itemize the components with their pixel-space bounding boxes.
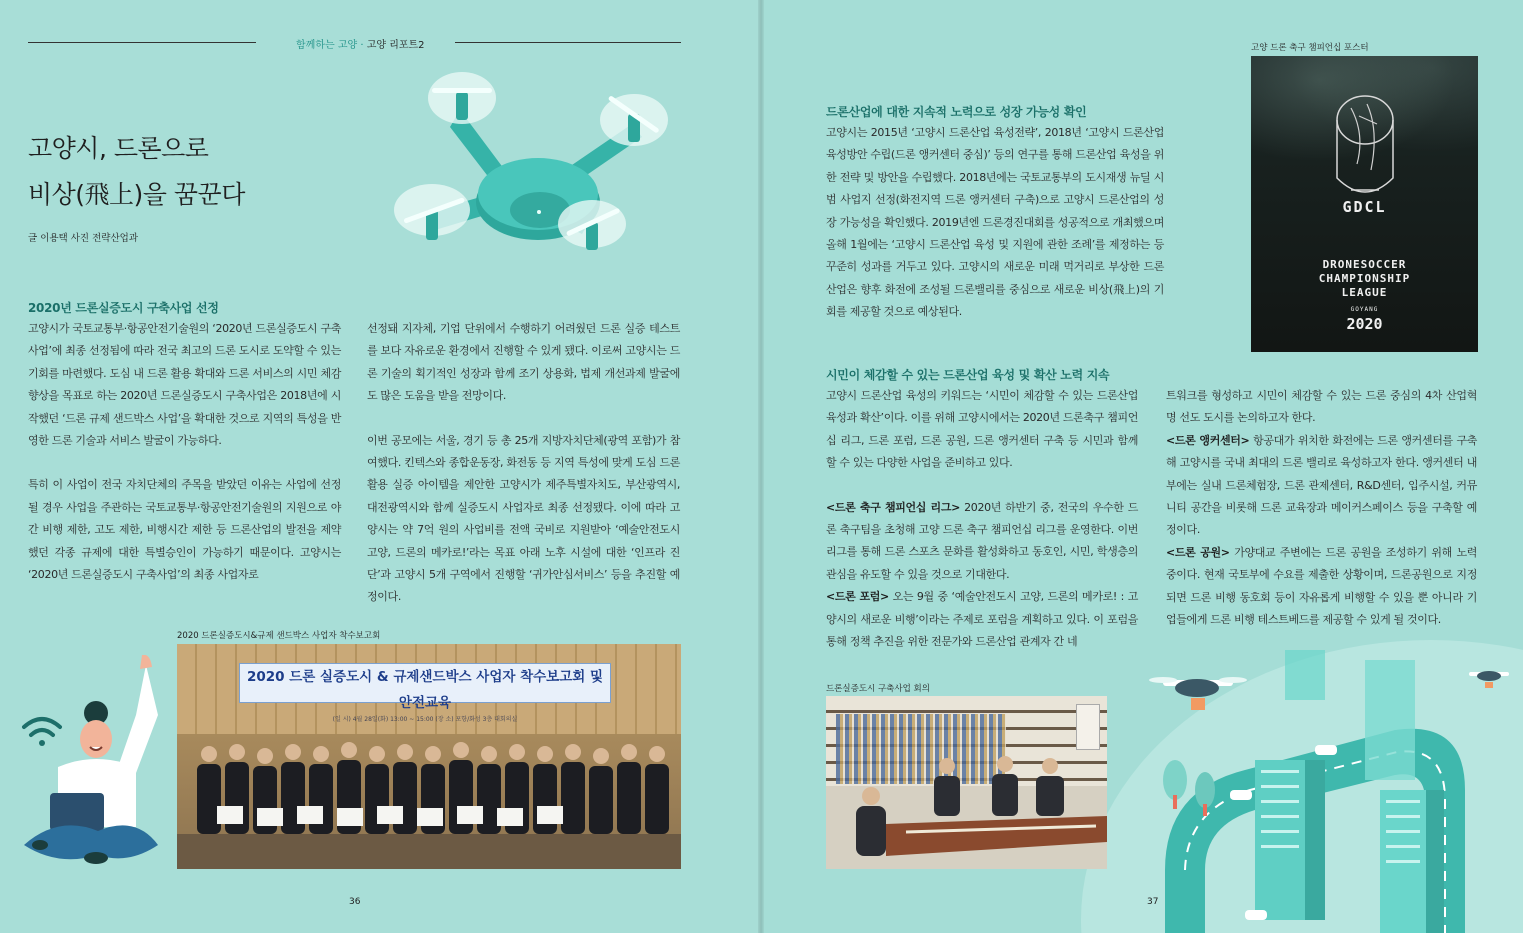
league-label: <드론 축구 챔피언십 리그> bbox=[826, 500, 960, 514]
drone-illustration bbox=[380, 62, 680, 277]
col2-paragraph-1: 선정돼 지자체, 기업 단위에서 수행하기 어려웠던 드론 실증 테스트를 보다 자유로운 환경에서 진행할 수 있게 됐다. 이로써 고양시는 드론 기술의 획기적인 성장과 함께 조기 상용화, 법제 개선과제 발굴에도 많은 도움을 받을 전망이다. bbox=[367, 322, 680, 403]
wall-calendar bbox=[1076, 704, 1100, 750]
meeting-people bbox=[826, 746, 1107, 869]
header-rule-left bbox=[28, 42, 256, 43]
header-separator: · bbox=[360, 40, 364, 51]
anchor-text: 항공대가 위치한 화전에는 드론 앵커센터를 구축해 고양시를 국내 최대의 드론 밸리로 육성하고자 한다. 앵커센터 내부에는 실내 드론체험장, 드론 관제센터, R&D센터, 입주시설, 커뮤니티 공간을 비롯해 드론 교육장과 메이커스페이스 등을 구축할 예정이다. bbox=[1166, 433, 1477, 537]
section3-paragraph-1: 고양시 드론산업 육성의 키워드는 ‘시민이 체감할 수 있는 드론산업 육성과 확산’이다. 이를 위해 고양시에서는 2020년 드론축구 챔피언십 리그, 드론 포럼, 드론 공원, 드론 앵커센터 구축 등 시민과 함께 할 수 있는 다양한 사업을 준비하고 있다. bbox=[826, 389, 1138, 470]
section2-heading: 드론산업에 대한 지속적 노력으로 성장 가능성 확인 bbox=[826, 105, 1087, 119]
wifi-icon bbox=[24, 719, 60, 746]
league-paragraph bbox=[826, 497, 1138, 587]
city-drone-1 bbox=[1149, 677, 1247, 710]
col2-paragraph-2: 이번 공모에는 서울, 경기 등 총 25개 지방자치단체(광역 포함)가 참여했다. 킨텍스와 종합운동장, 화전동 등 지역 특성에 맞게 도심 드론 활용 실증 아이템을 제안한 고양시가 제주특별자치도, 부산광역시, 대전광역시와 함께 실증도시 사업자로 최종 선정됐다. 이에 따라 고양시는 약 7억 원의 사업비를 전액 국비로 지원받아 ‘예술안전도시 고양, 드론의 메카로!’라는 목표 아래 노후 시설에 대한 ‘인프라 진단’과 고양시 5개 구역에서 진행할 ‘귀가안심서비스’ 등을 추진할 예정이다. bbox=[367, 433, 680, 604]
banner-title: 2020 드론 실증도시 & 규제샌드박스 사업자 착수보고회 및 안전교육 bbox=[246, 669, 604, 711]
poster-line-2: CHAMPIONSHIP bbox=[1318, 272, 1411, 285]
park-paragraph bbox=[1166, 542, 1477, 632]
left-column-2 bbox=[367, 318, 680, 609]
park-label: <드론 공원> bbox=[1166, 545, 1230, 559]
poster-year: 2020 bbox=[1346, 315, 1383, 333]
event-banner bbox=[239, 663, 611, 723]
poster-city: GOYANG bbox=[1350, 306, 1379, 313]
section3-heading: 시민이 체감할 수 있는 드론산업 육성 및 확산 노력 지속 bbox=[826, 368, 1110, 382]
forum-label: <드론 포럼> bbox=[826, 590, 889, 604]
drone-rotor-4 bbox=[558, 200, 626, 250]
meeting-photo bbox=[826, 696, 1107, 869]
left-page bbox=[0, 0, 761, 933]
buildings bbox=[1255, 650, 1444, 933]
header-section: 함께하는 고양 bbox=[296, 40, 358, 51]
face bbox=[80, 720, 112, 758]
col4-paragraph-1: 트워크를 형성하고 시민이 체감할 수 있는 드론 중심의 4차 산업혁명 선도 도시를 논의하고자 한다. bbox=[1166, 389, 1477, 425]
group-of-people bbox=[177, 734, 681, 869]
drone-rotor-3 bbox=[394, 184, 470, 240]
page-number-right: 37 bbox=[1147, 897, 1159, 907]
laptop bbox=[50, 793, 104, 831]
shoe-right bbox=[84, 852, 108, 864]
poster-line-3: LEAGUE bbox=[1341, 286, 1388, 299]
championship-poster bbox=[1251, 56, 1478, 352]
drone-camera bbox=[537, 210, 541, 214]
group-photo bbox=[177, 644, 681, 869]
park-text: 가양대교 주변에는 드론 공원을 조성하기 위해 노력 중이다. 현재 국토부에 수요를 제출한 상황이며, 드론공원으로 지정되면 드론 비행 동호회 등이 자유롭게 비행할 수 있을 뿐 아니라 기업들에게 드론 비행 테스트베드를 제공할 수 있게 될 것이다. bbox=[1166, 545, 1477, 627]
header-subsection: 고양 리포트2 bbox=[366, 40, 425, 51]
drone-rotor-2 bbox=[600, 94, 668, 146]
header-rule-right bbox=[455, 42, 681, 43]
section2-body bbox=[826, 122, 1164, 324]
page-number-left: 36 bbox=[349, 897, 361, 907]
league-text: 2020년 하반기 중, 전국의 우수한 드론 축구팀을 초청해 고양 드론 축구 챔피언십 리그를 운영한다. 이번 리그를 통해 드론 스포츠 문화를 활성화하고 동호인, 시민, 학생층의 관심을 유도할 수 있을 것으로 기대한다. bbox=[826, 500, 1138, 581]
shoe-left bbox=[32, 840, 48, 850]
section1-heading: 2020년 드론실증도시 구축사업 선정 bbox=[28, 301, 219, 315]
smart-city-illustration bbox=[1135, 640, 1523, 933]
page-header bbox=[296, 36, 425, 51]
byline: 글 이용택 사진 전략산업과 bbox=[28, 233, 139, 244]
smile bbox=[90, 747, 102, 750]
anchor-label: <드론 앵커센터> bbox=[1166, 433, 1250, 447]
page-gutter bbox=[758, 0, 764, 933]
section2-paragraph: 고양시는 2015년 ‘고양시 드론산업 육성전략’, 2018년 ‘고양시 드론산업 육성방안 수립(드론 앵커센터 중심)’ 등의 연구를 통해 드론산업 육성을 위한 전략 및 방안을 수립했다. 2018년에는 국토교통부의 도시재생 뉴딜 시범 사업지 선정(화전지역 드론 앵커센터 구축)으로 고양시 드론산업의 성장 가능성을 확인했다. 2019년엔 드론경진대회를 성공적으로 개최했으며 올해 1월에는 ‘고양시 드론산업 육성 및 지원에 관한 조례’를 제정하는 등 꾸준히 성과를 거두고 있다. 고양시의 새로운 미래 먹거리로 부상한 드론산업은 향후 화전에 조성될 드론밸리를 중심으로 새로운 비상(飛上)의 기회를 제공할 것으로 예상된다. bbox=[826, 126, 1164, 319]
banner-info: (일 시) 4월 28일(화) 13:00 ~ 15:00 (장 소) 포항/화성 3층 대회의실 bbox=[332, 716, 518, 723]
meeting-caption: 드론실증도시 구축사업 회의 bbox=[826, 684, 930, 694]
woman-laptop-illustration bbox=[18, 655, 168, 870]
poster-logo: GDCL bbox=[1342, 198, 1387, 216]
col1-paragraph-2: 특히 이 사업이 전국 자치단체의 주목을 받았던 이유는 사업에 선정될 경우 사업을 주관하는 국토교통부·항공안전기술원의 지원으로 야간 비행 제한, 고도 제한, 비행시간 제한 등 드론산업의 발전을 제약했던 각종 규제에 대한 특별승인이 가능하기 때문이다. 고양시는 ‘2020년 드론실증도시 구축사업’의 최종 사업자로 bbox=[28, 478, 341, 582]
left-column-1 bbox=[28, 318, 341, 586]
city-drone-2 bbox=[1469, 671, 1509, 688]
right-column-2 bbox=[1166, 385, 1477, 631]
forum-paragraph bbox=[826, 586, 1138, 653]
col1-paragraph-1: 고양시가 국토교통부·항공안전기술원의 ‘2020년 드론실증도시 구축사업’에 최종 선정됨에 따라 전국 최고의 드론 도시로 도약할 수 있는 기회를 마련했다. 도심 내 드론 활용 확대와 드론 서비스의 시민 체감 향상을 목표로 하는 2020년 드론실증도시 구축사업은 2018년에 시작했던 ‘드론 규제 샌드박스 사업’을 확대한 것으로 지역의 특성을 반영한 드론 기술과 서비스 발굴이 가능하다. bbox=[28, 322, 341, 448]
title-line-1: 고양시, 드론으로 bbox=[28, 134, 209, 163]
right-column-1 bbox=[826, 385, 1138, 653]
title-line-2: 비상(飛上)을 꿈꾼다 bbox=[28, 180, 245, 209]
hand bbox=[140, 655, 152, 669]
article-title bbox=[28, 126, 245, 218]
drone-rotor-1 bbox=[428, 72, 496, 124]
poster-caption: 고양 드론 축구 챔피언십 포스터 bbox=[1251, 43, 1369, 53]
forum-text: 오는 9월 중 ‘예술안전도시 고양, 드론의 메카로! : 고양시의 새로운 비행’이라는 주제로 포럼을 계획하고 있다. 이 포럼을 통해 정책 추진을 위한 전문가와 드론산업 관계자 간 네 bbox=[826, 590, 1139, 649]
photo-caption-left: 2020 드론실증도시&규제 샌드박스 사업자 착수보고회 bbox=[177, 631, 381, 641]
anchor-paragraph bbox=[1166, 430, 1477, 542]
raised-arm bbox=[118, 665, 158, 773]
poster-line-1: DRONESOCCER bbox=[1322, 258, 1407, 271]
